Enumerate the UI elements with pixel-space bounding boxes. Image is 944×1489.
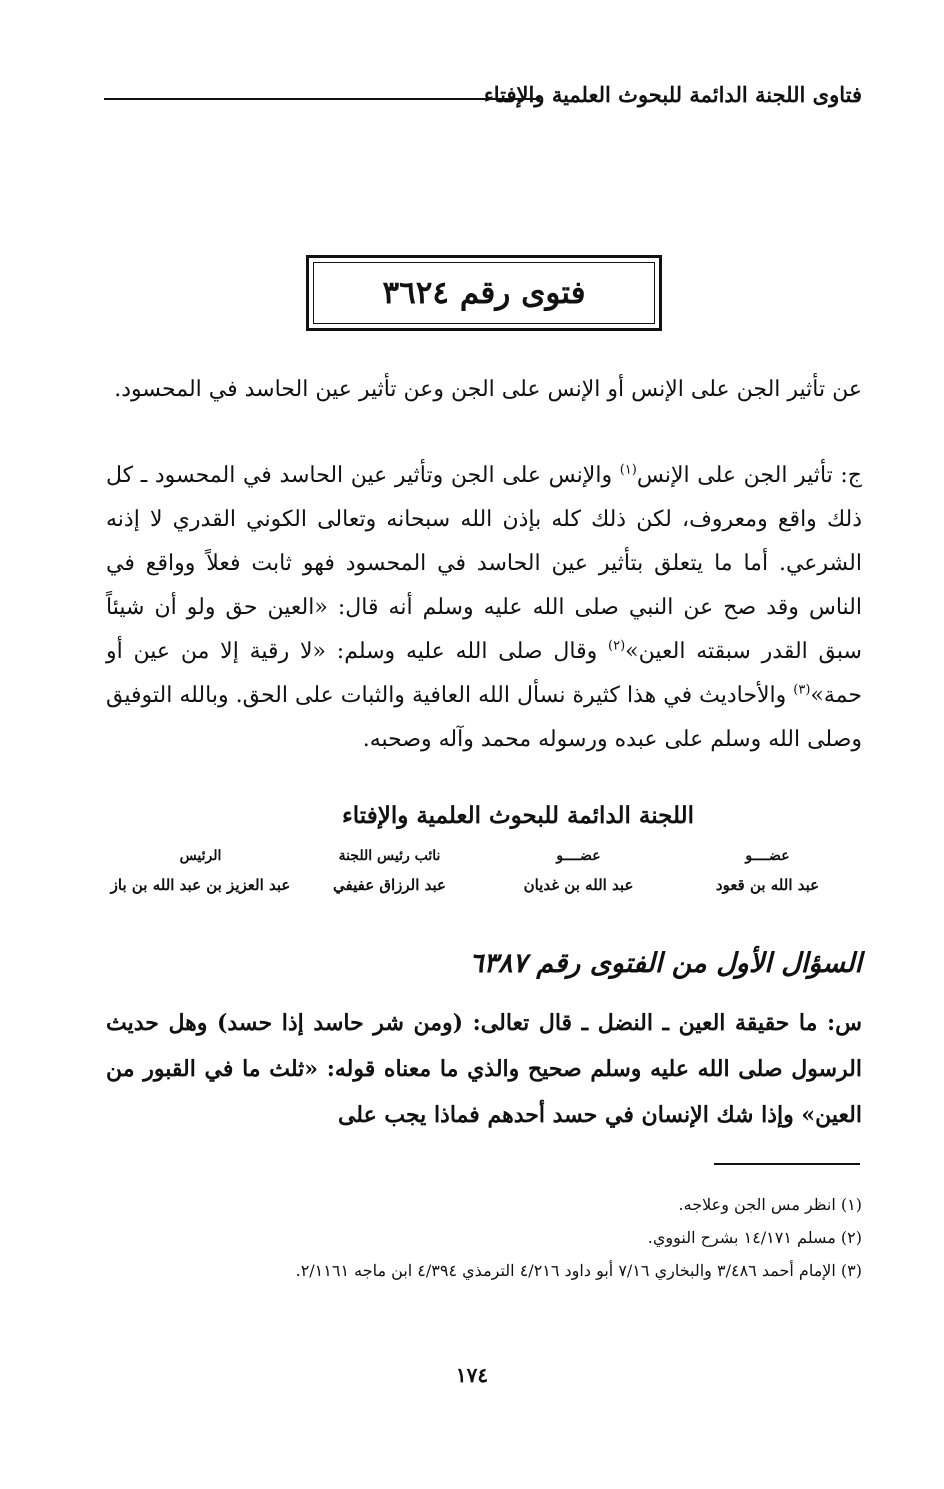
member-name: عبد الرزاق عفيفي [332, 876, 446, 894]
footnote-ref-3: (٣) [793, 682, 811, 698]
answer-part-3: وقال صلى الله عليه وسلم: «لا رقية إلا من عين أو حمة» [106, 639, 862, 708]
footnote-rule [714, 1163, 860, 1165]
section-title: السؤال الأول من الفتوى رقم ٦٣٨٧ [469, 948, 862, 979]
footnote-ref-2: (٢) [608, 638, 626, 654]
running-header-title: فتاوى اللجنة الدائمة للبحوث العلمية والإفتاء [483, 82, 862, 107]
footnote: (٢) مسلم ١٤/١٧١ بشرح النووي. [647, 1228, 862, 1247]
page-number: ١٧٤ [455, 1363, 489, 1387]
section-question: س: ما حقيقة العين ـ النضل ـ قال تعالى: (ومن شر حاسد إذا حسد) وهل حديث الرسول صلى الله عليه وسلم صحيح والذي ما معناه قوله: «ثلث ما في القبور من العين» وإذا شك الإنسان في حسد أحدهم فماذا يجب على [106, 1010, 862, 1128]
member-role: عضــــو [556, 848, 601, 864]
committee-name: اللجنة الدائمة للبحوث العلمية والإفتاء [341, 802, 694, 829]
answer-part-2: والإنس على الجن وتأثير عين الحاسد في المحسود ـ كل ذلك واقع ومعروف، لكن ذلك كله بإذن الله سبحانه وتعالى الكوني القدري لا إذنه الشرعي. أما ما يتعلق بتأثير عين الحاسد في المحسود فهو ثابت فعلاً وواقع في الناس وقد صح عن النبي صلى الله عليه وسلم أنه قال: «العين حق ولو أن شيئاً سبق القدر سبقته العين» [106, 463, 862, 664]
fatwa-title: فتوى رقم ٣٦٢٤ [382, 275, 586, 311]
member-role: نائب رئيس اللجنة [338, 848, 441, 864]
fatwa-answer [106, 454, 862, 762]
footnote: (١) انظر مس الجن وعلاجه. [678, 1195, 862, 1214]
member-name: عبد الله بن غديان [523, 876, 634, 894]
footnote-ref-1: (١) [619, 462, 637, 478]
answer-part-4: والأحاديث في هذا كثيرة نسأل الله العافية والثبات على الحق. وبالله التوفيق وصلى الله وسلم على عبده ورسوله محمد وآله وصحبه. [106, 683, 862, 752]
header-rule [104, 98, 540, 100]
footnotes-list [92, 1188, 862, 1287]
answer-part-1: ج: تأثير الجن على الإنس [636, 463, 863, 488]
committee-roles-row [106, 848, 862, 864]
fatwa-title-box [306, 255, 662, 331]
member-role: الرئيس [179, 848, 222, 864]
footnote: (٣) الإمام أحمد ٣/٤٨٦ والبخاري ٧/١٦ أبو داود ٤/٢١٦ الترمذي ٤/٣٩٤ ابن ماجه ٢/١١٦١. [295, 1261, 862, 1280]
member-name: عبد العزيز بن عبد الله بن باز [110, 876, 291, 894]
member-name: عبد الله بن قعود [715, 876, 820, 894]
member-role: عضــــو [745, 848, 790, 864]
fatwa-question: عن تأثير الجن على الإنس أو الإنس على الجن وعن تأثير عين الحاسد في المحسود. [114, 377, 862, 402]
committee-names-row [106, 876, 862, 894]
